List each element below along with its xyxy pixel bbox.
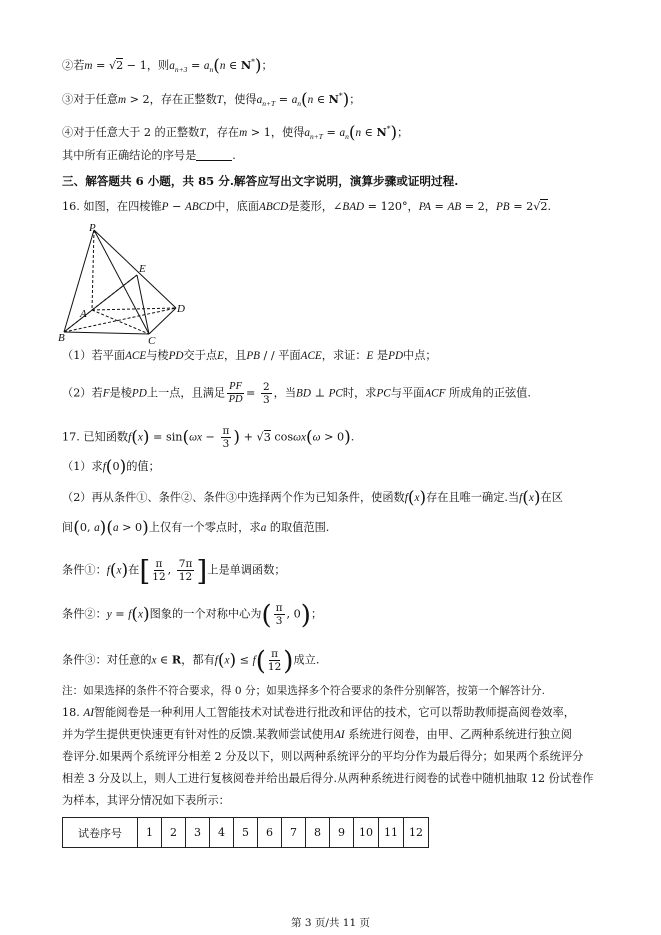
q17-stem: 17. 已知函数f(x) = sin(ωx − $\frac{\pi}{3}$ ) + √3 cosωx(ω > 0). [62, 425, 355, 450]
table-header-cell: 试卷序号 [63, 818, 138, 848]
q16-part2: （2）若F是棱PD上一点，且满足 $\frac{PF}{PD}$ = $\frac{2}{3}$ ，当BD ⊥ PC时，求PC与平面ACF 所成角的正弦值. [62, 381, 531, 406]
q18-line3: 卷评分.如果两个系统评分相差 2 分及以下，则以两种系统评分的平均分作为最后得分；如果两个系统评分 [62, 750, 584, 763]
q18-line2: 并为学生提供更快速更有针对性的反馈.某教师尝试使用AI 系统进行阅卷，由甲、乙两种系统进行独立阅 [62, 728, 572, 741]
page-footer: 第 3 页/共 11 页 [291, 917, 370, 929]
q18-line5: 为样本，其评分情况如下表所示： [62, 794, 230, 807]
label-D: D [177, 303, 185, 315]
q17-condition-2: 条件②：y = f(x)图象的一个对称中心为( $\frac{\pi}{3}$ , 0)； [62, 600, 323, 631]
table-row [63, 818, 429, 848]
table-header-cell: 1 [138, 818, 162, 848]
q17-part2-line2: 间(0, a)(a > 0)上仅有一个零点时，求a 的取值范围. [62, 518, 330, 538]
item-3: ③对于任意m > 2，存在正整数T，使得$a_{n+T} = a_n(n$ ∈ N*)； [62, 90, 361, 110]
q18-line1: 18. AI智能阅卷是一种利用人工智能技术对试卷进行批改和评估的技术，它可以帮助教师提高阅卷效率， [62, 706, 575, 719]
item-4: ④对于任意大于 2 的正整数T，存在m > 1，使得$a_{n+T} = a_n(n$ ∈ N*)； [62, 123, 409, 143]
table-header-cell: 10 [354, 818, 379, 848]
label-B: B [58, 332, 65, 344]
table-header-cell: 2 [162, 818, 186, 848]
label-C: C [148, 335, 156, 345]
pyramid-figure [58, 220, 198, 345]
table-header-cell: 12 [404, 818, 429, 848]
item-2: ②若m = √2 − 1，则$a_{n+3} = a_n(n$ ∈ N*)； [62, 56, 273, 76]
label-A: A [80, 308, 87, 320]
q17-part1: （1）求f(0)的值； [62, 457, 160, 477]
answer-blank[interactable] [196, 149, 232, 161]
q17-note: 注：如果选择的条件不符合要求，得 0 分；如果选择多个符合要求的条件分别解答，按第一个解答计分. [62, 685, 545, 697]
answer-prompt: 其中所有正确结论的序号是 . [62, 149, 236, 162]
q17-part2-line1: （2）再从条件①、条件②、条件③中选择两个作为已知条件，使函数f(x)存在且唯一确定.当f(x)在区 [62, 488, 563, 508]
q18-line4: 相差 3 分及以上，则人工进行复核阅卷并给出最后得分.从两种系统进行阅卷的试卷中随机抽取 12 份试卷作 [62, 772, 594, 785]
score-table [62, 817, 429, 848]
q16-stem: 16. 如图，在四棱锥P − ABCD中，底面ABCD是菱形，∠BAD = 120°，PA = AB = 2，PB = 2√2. [62, 200, 552, 213]
q16-part1: （1）若平面ACE与棱PD交于点E，且PB / / 平面ACE，求证：E 是PD中点； [62, 349, 437, 362]
table-header-cell: 6 [258, 818, 282, 848]
table-header-cell: 11 [379, 818, 404, 848]
label-P: P [89, 222, 96, 234]
table-header-cell: 4 [210, 818, 234, 848]
table-header-cell: 3 [186, 818, 210, 848]
table-header-cell: 9 [330, 818, 354, 848]
section-heading: 三、解答题共 6 小题，共 85 分.解答应写出文字说明，演算步骤或证明过程. [62, 174, 459, 188]
table-header-cell: 5 [234, 818, 258, 848]
table-header-cell: 7 [282, 818, 306, 848]
label-E: E [139, 263, 146, 275]
table-header-cell: 8 [306, 818, 330, 848]
q17-condition-1: 条件①：f(x)在[ $\frac{\pi}{12}$ , $\frac{7\pi}{12}$ ]上是单调函数； [62, 554, 286, 588]
q17-condition-3: 条件③：对任意的x ∈ R，都有f(x) ≤ f( $\frac{\pi}{12}$ )成立. [62, 646, 320, 677]
